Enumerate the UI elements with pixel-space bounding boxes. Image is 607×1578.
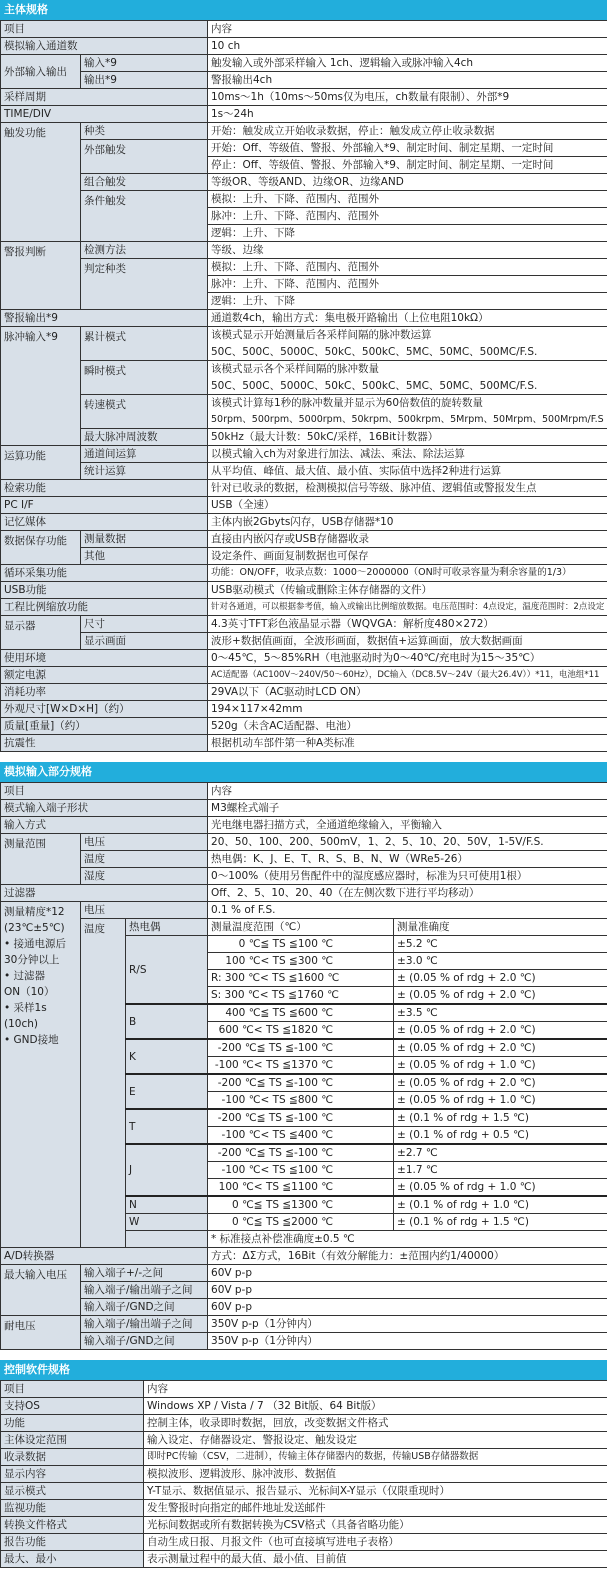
row-value: 方式：ΔΣ方式，16Bit（有效分解能力：±范围内约1/40000） [208, 1248, 607, 1265]
row-value: 开始：Off、等级值、警报、外部输入*9、制定时间、制定星期、一定时间 [208, 140, 607, 157]
row-value: 脉冲：上升、下降、范围内、范围外 [208, 208, 607, 225]
row-value: 10ms～1h（10ms～50ms仅为电压，ch数量有限制）、外部*9 [208, 89, 607, 106]
tc-accuracy: ± (0.05 % of rdg + 1.0 ℃) [394, 1179, 607, 1197]
sub-label: 通道间运算 [81, 446, 208, 463]
sub-label: 检测方法 [81, 242, 208, 259]
table-row [1, 106, 607, 123]
header-content: 内容 [144, 1381, 607, 1398]
table-row [1, 1316, 607, 1333]
table-row [1, 902, 607, 919]
row-value: 发生警报时向指定的邮件地址发送邮件 [144, 1500, 607, 1517]
tc-range: -200 ℃≦ TS ≦-100 ℃ [208, 1039, 394, 1057]
row-value: 4.3英寸TFT彩色液晶显示器（WQVGA：解析度480×272） [208, 616, 607, 633]
row-value: 20、50、100、200、500mV，1、2、5、10、20、50V，1-5V/F.S. [208, 834, 607, 851]
row-value: 光标间数据或所有数据转换为CSV格式（具备省略功能） [144, 1517, 607, 1534]
row-value: 0.1 % of F.S. [208, 902, 607, 919]
header-row [1, 21, 607, 38]
row-value: 输入设定、存储器设定、警报设定、触发设定 [144, 1432, 607, 1449]
row-label: 最大、最小 [1, 1551, 144, 1568]
row-value: 开始：触发成立开始收录数据，停止：触发成立停止收录数据 [208, 123, 607, 140]
table-row [1, 548, 607, 565]
row-label: USB功能 [1, 582, 208, 599]
row-label: 额定电源 [1, 667, 208, 684]
analog-spec-section [0, 762, 607, 1350]
row-value: USB（全速） [208, 497, 607, 514]
tc-type: W [126, 1214, 208, 1231]
row-label: 显示模式 [1, 1483, 144, 1500]
table-row [1, 718, 607, 735]
table-row [1, 429, 607, 446]
row-label: 使用环境 [1, 650, 208, 667]
tc-accuracy: ± (0.05 % of rdg + 2.0 ℃) [394, 1022, 607, 1040]
sub-label: 输入端子/输出端子之间 [81, 1316, 208, 1333]
sub-label: 输入端子/GND之间 [81, 1299, 208, 1316]
tc-type: E [126, 1074, 208, 1109]
tc-accuracy: ± (0.05 % of rdg + 2.0 ℃) [394, 987, 607, 1005]
sub-label: 外部触发 [81, 140, 208, 174]
note: • 接通电源后 [4, 936, 77, 952]
row-label: 触发功能 [1, 123, 81, 242]
tc-accuracy: ± (0.05 % of rdg + 2.0 ℃) [394, 1074, 607, 1092]
table-row [1, 582, 607, 599]
row-value: 主体内嵌2Gbyts闪存，USB存储器*10 [208, 514, 607, 531]
sub-label: 输入端子/输出端子之间 [81, 1282, 208, 1299]
row-label: 报告功能 [1, 1534, 144, 1551]
sub-label: 温度 [81, 851, 208, 868]
row-value: 针对各通道，可以根据参考值，输入或输出比例缩放数据。电压范围时：4点设定，温度范围时：2点设定 [208, 599, 607, 616]
row-value: 等级、边缘 [208, 242, 607, 259]
software-spec-table [0, 1380, 607, 1568]
tc-accuracy: ± (0.05 % of rdg + 1.0 ℃) [394, 1092, 607, 1110]
row-label: 测量范围 [1, 834, 81, 885]
table-row [1, 885, 607, 902]
tc-range: 0 ℃≦ TS ≦100 ℃ [208, 936, 394, 953]
row-value: 逻辑：上升、下降 [208, 225, 607, 242]
sub-label: 湿度 [81, 868, 208, 885]
row-label: 功能 [1, 1415, 144, 1432]
sub-label: 组合触发 [81, 174, 208, 191]
accuracy-label: 测量精度*12 [4, 904, 77, 920]
accuracy-header: 测量准确度 [394, 919, 607, 936]
row-value: 10 ch [208, 38, 607, 55]
table-row [1, 361, 607, 378]
software-spec-section [0, 1360, 607, 1568]
tc-type: T [126, 1109, 208, 1144]
row-value: 以模式输入ch为对象进行加法、减法、乘法、除法运算 [208, 446, 607, 463]
row-value: 模拟波形、逻辑波形、脉冲波形、数据值 [144, 1466, 607, 1483]
table-row [1, 140, 607, 157]
row-value: 60V p-p [208, 1299, 607, 1316]
row-value: M3螺栓式端子 [208, 800, 607, 817]
table-row [1, 1333, 607, 1350]
main-spec-title: 主体规格 [0, 0, 607, 20]
sub-label: 判定种类 [81, 259, 208, 310]
row-label: 循环采集功能 [1, 565, 208, 582]
sub-label: 条件触发 [81, 191, 208, 242]
tc-range: 600 ℃< TS ≦1820 ℃ [208, 1022, 394, 1040]
row-value: 模拟：上升、下降、范围内、范围外 [208, 259, 607, 276]
row-value: Y-T显示、数据值显示、报告显示、光标间X-Y显示（仅限重现时） [144, 1483, 607, 1500]
table-row [1, 310, 607, 327]
sub-label: 输入*9 [81, 55, 208, 72]
table-row [1, 446, 607, 463]
row-label: 模拟输入通道数 [1, 38, 208, 55]
tc-accuracy: ±2.7 ℃ [394, 1144, 607, 1162]
table-row [1, 1248, 607, 1265]
row-value: 50kHz（最大计数：50kC/采样，16Bit计数器） [208, 429, 607, 446]
header-row [1, 783, 607, 800]
tc-accuracy: ± (0.05 % of rdg + 2.0 ℃) [394, 1039, 607, 1057]
table-row [1, 616, 607, 633]
sub-label: 输入端子/GND之间 [81, 1333, 208, 1350]
range-header: 测量温度范围（℃） [208, 919, 394, 936]
tc-accuracy: ± (0.1 % of rdg + 0.5 ℃) [394, 1127, 607, 1145]
tc-type: N [126, 1196, 208, 1214]
row-label: 支持OS [1, 1398, 144, 1415]
row-value: 194×117×42mm [208, 701, 607, 718]
row-label: 显示内容 [1, 1466, 144, 1483]
sub-label: 输出*9 [81, 72, 208, 89]
table-row [1, 1398, 607, 1415]
row-value: AC适配器（AC100V～240V/50～60Hz），DC输入（DC8.5V～24V（最大26.4V））*11，电池组*11 [208, 667, 607, 684]
note: • 采样1s [4, 1000, 77, 1016]
tc-range: -100 ℃< TS ≦400 ℃ [208, 1127, 394, 1145]
row-label: 转换文件格式 [1, 1517, 144, 1534]
sub-label: 电压 [81, 834, 208, 851]
row-label: 数据保存功能 [1, 531, 81, 565]
row-label: TIME/DIV [1, 106, 208, 123]
note: • GND接地 [4, 1032, 77, 1048]
note: (23℃±5℃) [4, 920, 77, 936]
row-value: 设定条件、画面复制数据也可保存 [208, 548, 607, 565]
sub-label: 最大脉冲周波数 [81, 429, 208, 446]
table-row [1, 89, 607, 106]
analog-spec-table [0, 782, 607, 1350]
table-row [1, 191, 607, 208]
table-row [1, 735, 607, 752]
table-row [1, 123, 607, 140]
tc-header: 热电偶 [126, 919, 208, 936]
row-value: 表示测量过程中的最大值、最小值、目前值 [144, 1551, 607, 1568]
software-spec-title: 控制软件规格 [0, 1360, 607, 1380]
note: (10ch) [4, 1016, 77, 1032]
table-row [1, 1517, 607, 1534]
table-row [1, 174, 607, 191]
table-row [1, 1265, 607, 1282]
header-item: 项目 [1, 783, 208, 800]
row-value: Windows XP / Vista / 7 （32 Bit版、64 Bit版） [144, 1398, 607, 1415]
accuracy-label-cell [1, 902, 81, 1248]
table-row [1, 868, 607, 885]
row-value: 50rpm、500rpm、5000rpm、50krpm、500krpm、5Mrpm、50Mrpm、500Mrpm/F.S [208, 412, 607, 429]
tc-accuracy: ± (0.05 % of rdg + 2.0 ℃) [394, 970, 607, 987]
row-label: 最大输入电压 [1, 1265, 81, 1316]
row-value: 1s～24h [208, 106, 607, 123]
tc-range: -100 ℃< TS ≦800 ℃ [208, 1092, 394, 1110]
row-value: 等级OR、等级AND、边缘OR、边缘AND [208, 174, 607, 191]
sub-label: 测量数据 [81, 531, 208, 548]
row-label: 警报输出*9 [1, 310, 208, 327]
row-value: 逻辑：上升、下降 [208, 293, 607, 310]
row-value: 警报输出4ch [208, 72, 607, 89]
row-value: 520g（未含AC适配器、电池） [208, 718, 607, 735]
row-value: 模拟：上升、下降、范围内、范围外 [208, 191, 607, 208]
table-row [1, 1483, 607, 1500]
row-label: 输入方式 [1, 817, 208, 834]
tc-accuracy: ±5.2 ℃ [394, 936, 607, 953]
sub-label: 转速模式 [81, 395, 208, 429]
tc-type: K [126, 1039, 208, 1074]
tc-range: -200 ℃≦ TS ≦-100 ℃ [208, 1144, 394, 1162]
row-value: 50C、500C、5000C、50kC、500kC、5MC、50MC、500MC/F.S. [208, 344, 607, 361]
table-row [1, 817, 607, 834]
table-row [1, 395, 607, 412]
row-value: 350V p-p（1分钟内） [208, 1316, 607, 1333]
table-row [1, 1534, 607, 1551]
tc-accuracy: ±3.5 ℃ [394, 1004, 607, 1022]
row-label: 主体设定范围 [1, 1432, 144, 1449]
header-item: 项目 [1, 21, 208, 38]
row-value: 波形+数据值画面，全波形画面，数据值+运算画面，放大数据画面 [208, 633, 607, 650]
row-value: 功能：ON/OFF，收录点数：1000～2000000（ON时可收录容量为剩余容量的1/3） [208, 565, 607, 582]
row-value: 根据机动车部件第一种A类标准 [208, 735, 607, 752]
tc-range: 100 ℃< TS ≦300 ℃ [208, 953, 394, 970]
row-label: A/D转换器 [1, 1248, 208, 1265]
table-row [1, 242, 607, 259]
table-row [1, 1466, 607, 1483]
blank-cell [126, 1231, 208, 1248]
row-label: 脉冲输入*9 [1, 327, 81, 446]
table-row [1, 834, 607, 851]
tc-range: R: 300 ℃< TS ≦1600 ℃ [208, 970, 394, 987]
main-spec-section [0, 0, 607, 752]
table-row [1, 1415, 607, 1432]
table-row [1, 38, 607, 55]
sub-label: 瞬时模式 [81, 361, 208, 395]
tc-accuracy: ± (0.1 % of rdg + 1.0 ℃) [394, 1196, 607, 1214]
row-label: 工程比例缩放功能 [1, 599, 208, 616]
tc-range: 0 ℃≦ TS ≦2000 ℃ [208, 1214, 394, 1231]
table-row [1, 919, 607, 936]
table-row [1, 480, 607, 497]
table-row [1, 599, 607, 616]
row-value: 自动生成日报、月报文件（也可直接填写进电子表格） [144, 1534, 607, 1551]
sub-label: 输入端子+/-之间 [81, 1265, 208, 1282]
row-value: Off、2、5、10、20、40（在左侧次数下进行平均移动） [208, 885, 607, 902]
table-row [1, 701, 607, 718]
header-content: 内容 [208, 783, 607, 800]
table-row [1, 1432, 607, 1449]
row-value: USB驱动模式（传输或删除主体存储器的文件） [208, 582, 607, 599]
sub-label: 累计模式 [81, 327, 208, 361]
table-row [1, 531, 607, 548]
row-label: 采样周期 [1, 89, 208, 106]
tc-range: 100 ℃< TS ≦1100 ℃ [208, 1179, 394, 1197]
table-row [1, 497, 607, 514]
row-value: 该模式显示各个采样间隔的脉冲数量 [208, 361, 607, 378]
sub-label: 电压 [81, 902, 208, 919]
row-value: 60V p-p [208, 1282, 607, 1299]
row-label: 消耗功率 [1, 684, 208, 701]
table-row [1, 851, 607, 868]
tc-type: B [126, 1004, 208, 1039]
row-value: 直接由内嵌闪存或USB存储器收录 [208, 531, 607, 548]
sub-label: 显示画面 [81, 633, 208, 650]
row-value: 热电偶：K、J、E、T、R、S、B、N、W（WRe5-26） [208, 851, 607, 868]
footnote: * 标准接点补偿准确度±0.5 ℃ [208, 1231, 607, 1248]
table-row [1, 667, 607, 684]
row-value: 50C、500C、5000C、50kC、500kC、5MC、50MC、500MC/F.S. [208, 378, 607, 395]
tc-range: -100 ℃< TS ≦1370 ℃ [208, 1057, 394, 1075]
sub-label: 温度 [81, 919, 126, 1248]
table-row [1, 1449, 607, 1466]
row-value: 即时PC传输（CSV，二进制），传输主体存储器内的数据，传输USB存储器数据 [144, 1449, 607, 1466]
row-label: 记忆媒体 [1, 514, 208, 531]
header-row [1, 1381, 607, 1398]
row-value: 该模式显示开始测量后各采样间隔的脉冲数运算 [208, 327, 607, 344]
row-label: 检索功能 [1, 480, 208, 497]
note: • 过滤器 [4, 968, 77, 984]
tc-range: -200 ℃≦ TS ≦-100 ℃ [208, 1109, 394, 1127]
tc-range: -200 ℃≦ TS ≦-100 ℃ [208, 1074, 394, 1092]
row-value: 控制主体，收录即时数据，回放，改变数据文件格式 [144, 1415, 607, 1432]
row-label: 显示器 [1, 616, 81, 650]
sub-label: 尺寸 [81, 616, 208, 633]
row-value: 通道数4ch，输出方式：集电极开路输出（上位电阻10kΩ） [208, 310, 607, 327]
row-value: 从平均值、峰值、最大值、最小值、实际值中选择2种进行运算 [208, 463, 607, 480]
row-value: 脉冲：上升、下降、范围内、范围外 [208, 276, 607, 293]
header-item: 项目 [1, 1381, 144, 1398]
row-label: 警报判断 [1, 242, 81, 310]
row-value: 0～45℃，5～85%RH（电池驱动时为0～40℃/充电时为15～35℃） [208, 650, 607, 667]
table-row [1, 259, 607, 276]
note: 30分钟以上 [4, 952, 77, 968]
table-row [1, 565, 607, 582]
row-value: 该模式计算每1秒的脉冲数量并显示为60倍数值的旋转数量 [208, 395, 607, 412]
tc-range: 0 ℃≦ TS ≦1300 ℃ [208, 1196, 394, 1214]
tc-type: J [126, 1144, 208, 1196]
tc-range: S: 300 ℃< TS ≦1760 ℃ [208, 987, 394, 1005]
table-row [1, 463, 607, 480]
table-row [1, 1299, 607, 1316]
table-row [1, 1500, 607, 1517]
tc-accuracy: ± (0.1 % of rdg + 1.5 ℃) [394, 1109, 607, 1127]
table-row [1, 55, 607, 72]
table-row [1, 327, 607, 344]
row-value: 光电继电器扫描方式，全通道绝缘输入，平衡输入 [208, 817, 607, 834]
row-value: 29VA以下（AC驱动时LCD ON） [208, 684, 607, 701]
row-value: 60V p-p [208, 1265, 607, 1282]
row-label: 收录数据 [1, 1449, 144, 1466]
tc-accuracy: ±1.7 ℃ [394, 1162, 607, 1179]
table-row [1, 633, 607, 650]
row-label: 外观尺寸[W×D×H]（约） [1, 701, 208, 718]
row-label: 质量[重量]（约） [1, 718, 208, 735]
row-value: 0～100%（使用另售配件中的湿度感应器时，标准为只可使用1根） [208, 868, 607, 885]
row-label: 监视功能 [1, 1500, 144, 1517]
table-row [1, 72, 607, 89]
tc-range: -100 ℃< TS ≦100 ℃ [208, 1162, 394, 1179]
tc-range: 400 ℃≦ TS ≦600 ℃ [208, 1004, 394, 1022]
main-spec-table [0, 20, 607, 752]
table-row [1, 514, 607, 531]
note: ON（10） [4, 984, 77, 1000]
tc-type: R/S [126, 936, 208, 1005]
sub-label: 其他 [81, 548, 208, 565]
row-label: 外部输入输出 [1, 55, 81, 89]
row-label: 耐电压 [1, 1316, 81, 1350]
row-label: 过滤器 [1, 885, 208, 902]
row-value: 针对已收录的数据，检测模拟信号等级、脉冲值、逻辑值或警报发生点 [208, 480, 607, 497]
accuracy-notes [4, 920, 77, 1048]
row-value: 停止：Off、等级值、警报、外部输入*9、制定时间、制定星期、一定时间 [208, 157, 607, 174]
tc-accuracy: ± (0.1 % of rdg + 1.5 ℃) [394, 1214, 607, 1231]
sub-label: 统计运算 [81, 463, 208, 480]
header-content: 内容 [208, 21, 607, 38]
tc-accuracy: ± (0.05 % of rdg + 1.0 ℃) [394, 1057, 607, 1075]
row-label: 运算功能 [1, 446, 81, 480]
tc-accuracy: ±3.0 ℃ [394, 953, 607, 970]
table-row [1, 1551, 607, 1568]
row-label: 模式输入端子形状 [1, 800, 208, 817]
table-row [1, 650, 607, 667]
table-row [1, 800, 607, 817]
sub-label: 种类 [81, 123, 208, 140]
row-value: 350V p-p（1分钟内） [208, 1333, 607, 1350]
row-value: 触发输入或外部采样输入 1ch、逻辑输入或脉冲输入4ch [208, 55, 607, 72]
row-label: PC I/F [1, 497, 208, 514]
row-label: 抗震性 [1, 735, 208, 752]
table-row [1, 1282, 607, 1299]
table-row [1, 684, 607, 701]
analog-spec-title: 模拟输入部分规格 [0, 762, 607, 782]
